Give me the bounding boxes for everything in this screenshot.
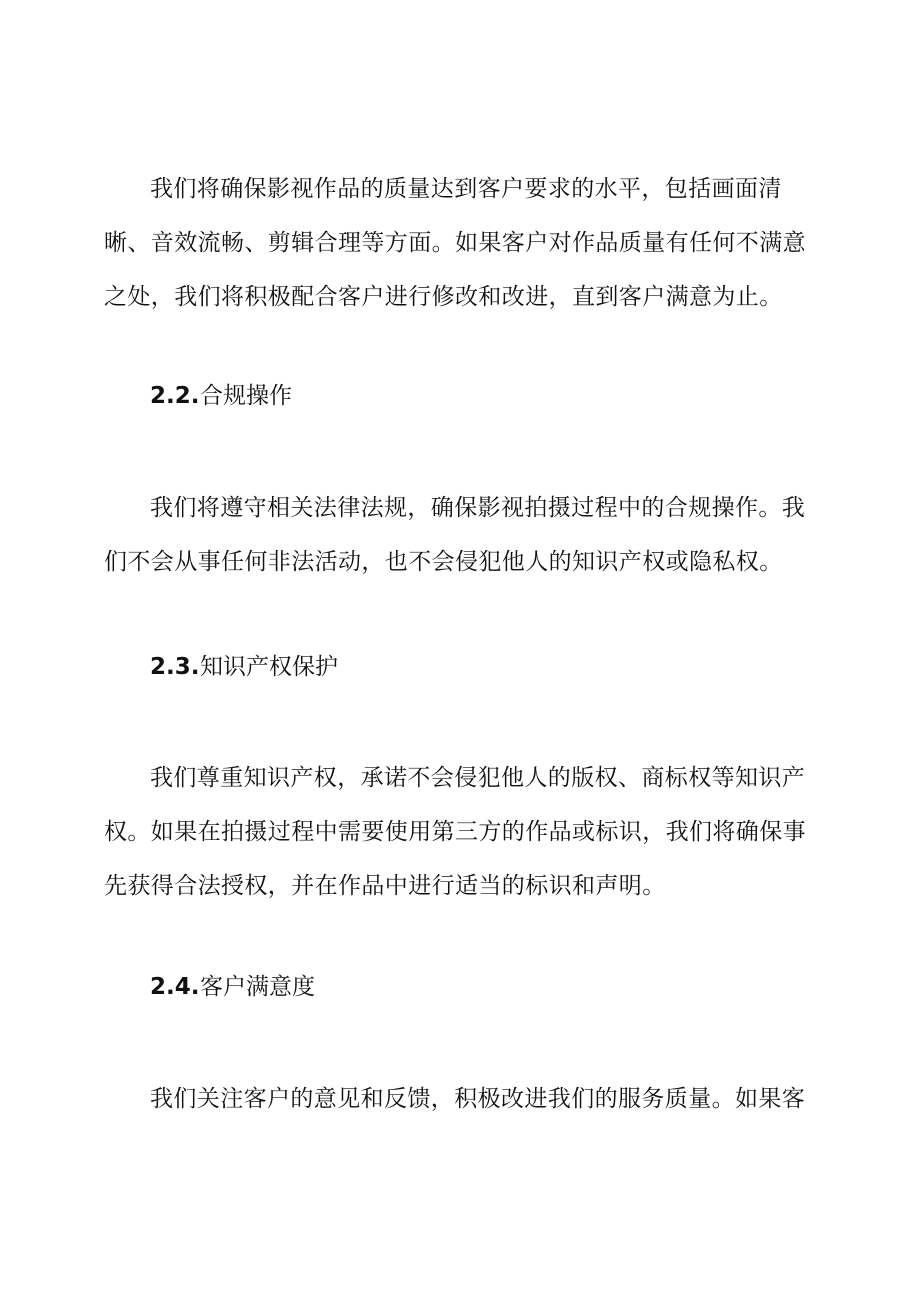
paragraph-line: 之处，我们将积极配合客户进行修改和改进，直到客户满意为止。 (104, 284, 783, 310)
section-title: 合规操作 (200, 383, 292, 409)
paragraph-line: 我们将确保影视作品的质量达到客户要求的水平，包括画面清 (150, 176, 782, 202)
paragraph-line: 们不会从事任何非法活动，也不会侵犯他人的知识产权或隐私权。 (104, 549, 783, 575)
section-number: 2.3. (150, 654, 200, 680)
section-heading-compliance (150, 381, 292, 411)
section-number: 2.2. (150, 383, 200, 409)
paragraph-line: 我们尊重知识产权，承诺不会侵犯他人的版权、商标权等知识产 (150, 765, 806, 791)
paragraph-compliance (104, 481, 804, 589)
paragraph-line: 先获得合法授权，并在作品中进行适当的标识和声明。 (104, 873, 666, 899)
paragraph-satisfaction (104, 1072, 804, 1126)
section-heading-satisfaction (150, 972, 315, 1002)
paragraph-line: 晰、音效流畅、剪辑合理等方面。如果客户对作品质量有任何不满意 (104, 230, 806, 256)
section-title: 知识产权保护 (200, 654, 338, 680)
section-title: 客户满意度 (200, 974, 315, 1000)
paragraph-ip (104, 751, 804, 913)
paragraph-line: 我们将遵守相关法律法规，确保影视拍摄过程中的合规操作。我 (150, 495, 806, 521)
section-number: 2.4. (150, 974, 200, 1000)
paragraph-line: 权。如果在拍摄过程中需要使用第三方的作品或标识，我们将确保事 (104, 819, 806, 845)
section-heading-ip (150, 652, 338, 682)
paragraph-line: 我们关注客户的意见和反馈，积极改进我们的服务质量。如果客 (150, 1086, 806, 1112)
paragraph-quality (104, 162, 804, 324)
